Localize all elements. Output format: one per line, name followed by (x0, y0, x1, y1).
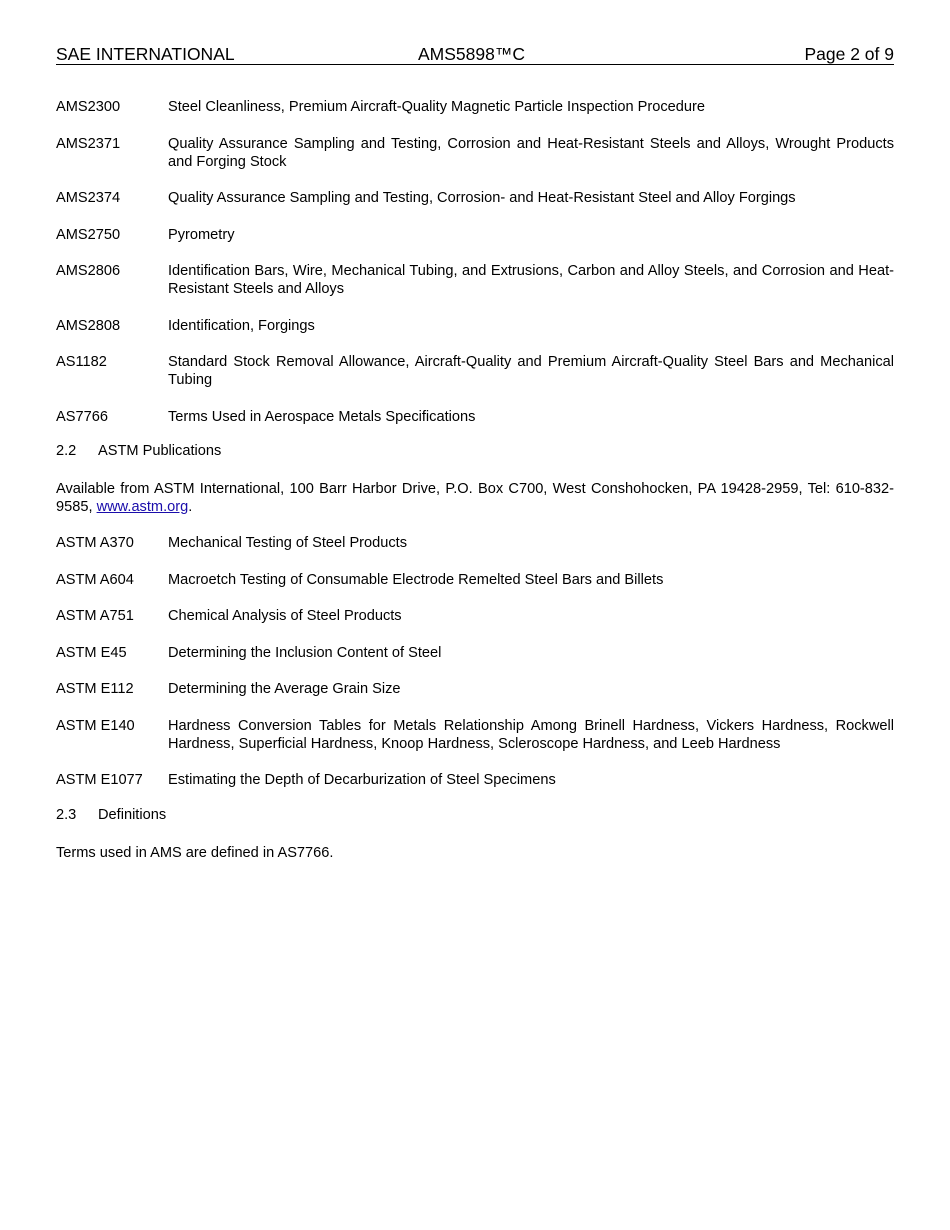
reference-code: AMS2806 (56, 263, 121, 279)
astm-website-link[interactable]: www.astm.org (96, 499, 189, 515)
reference-row (56, 680, 894, 698)
reference-code: ASTM A604 (56, 571, 134, 588)
availability-text: Available from ASTM International, 100 Barr Harbor Drive, P.O. Box C700, West Conshohocken, PA 19428-2959, Tel: 610-832-9585, (56, 481, 894, 515)
reference-code: ASTM A370 (56, 535, 134, 551)
astm-availability-paragraph (56, 480, 894, 516)
section-heading-astm (56, 443, 221, 459)
definitions-paragraph: Terms used in AMS are defined in AS7766. (56, 845, 334, 861)
reference-code: ASTM E45 (56, 644, 127, 661)
reference-code: ASTM E1077 (56, 772, 143, 788)
astm-reference-list (56, 534, 894, 808)
reference-title: Macroetch Testing of Consumable Electrode Remelted Steel Bars and Billets (168, 571, 664, 588)
reference-code: AMS2374 (56, 190, 121, 206)
reference-code: AS1182 (56, 354, 107, 370)
reference-row (56, 771, 894, 789)
reference-title: Identification Bars, Wire, Mechanical Tubing, and Extrusions, Carbon and Alloy Steels, and Corrosion and Heat-Resistant Steels and Alloys (168, 263, 894, 297)
reference-row (56, 607, 894, 625)
sae-reference-list (56, 98, 894, 444)
reference-row (56, 226, 894, 244)
page-header (56, 44, 894, 65)
reference-code: AMS2750 (56, 226, 121, 243)
reference-row (56, 262, 894, 298)
reference-row (56, 534, 894, 552)
reference-title: Quality Assurance Sampling and Testing, Corrosion- and Heat-Resistant Steel and Alloy Forgings (168, 190, 796, 206)
reference-row (56, 353, 894, 389)
reference-title: Chemical Analysis of Steel Products (168, 608, 402, 624)
reference-title: Quality Assurance Sampling and Testing, Corrosion and Heat-Resistant Steels and Alloys, Wrought Products and Forging Stock (168, 135, 894, 170)
reference-title: Pyrometry (168, 226, 235, 243)
reference-code: AMS2371 (56, 135, 121, 152)
section-number: 2.3 (56, 807, 77, 823)
reference-code: ASTM A751 (56, 608, 134, 624)
reference-title: Determining the Average Grain Size (168, 681, 401, 697)
section-heading-definitions (56, 807, 166, 823)
availability-trailing: . (188, 499, 193, 515)
reference-code: ASTM E112 (56, 681, 134, 697)
header-org: SAE INTERNATIONAL (56, 44, 235, 64)
reference-row (56, 571, 894, 589)
reference-title: Determining the Inclusion Content of Steel (168, 644, 442, 661)
header-page-number: Page 2 of 9 (804, 44, 894, 64)
reference-title: Standard Stock Removal Allowance, Aircraft-Quality and Premium Aircraft-Quality Steel Bars and Mechanical Tubing (168, 354, 894, 388)
reference-row (56, 644, 894, 662)
header-doc-number: AMS5898™C (418, 44, 525, 64)
reference-row (56, 408, 894, 426)
reference-row (56, 717, 894, 753)
reference-title: Hardness Conversion Tables for Metals Relationship Among Brinell Hardness, Vickers Hardness, Rockwell Hardness, Superficial Hardness, Knoop Hardness, Scleroscope Hardness, and Leeb Hardness (168, 717, 894, 752)
reference-title: Estimating the Depth of Decarburization of Steel Specimens (168, 772, 556, 788)
reference-code: ASTM E140 (56, 717, 135, 734)
reference-row (56, 98, 894, 116)
reference-code: AMS2300 (56, 99, 121, 115)
section-title: Definitions (98, 807, 167, 823)
reference-row (56, 135, 894, 171)
section-title: ASTM Publications (98, 443, 222, 459)
reference-row (56, 317, 894, 335)
reference-title: Steel Cleanliness, Premium Aircraft-Quality Magnetic Particle Inspection Procedure (168, 99, 705, 115)
section-number: 2.2 (56, 443, 77, 459)
reference-code: AMS2808 (56, 317, 121, 334)
reference-title: Terms Used in Aerospace Metals Specifications (168, 408, 476, 425)
reference-title: Identification, Forgings (168, 317, 315, 334)
reference-row (56, 189, 894, 207)
reference-code: AS7766 (56, 408, 108, 425)
reference-title: Mechanical Testing of Steel Products (168, 535, 408, 551)
